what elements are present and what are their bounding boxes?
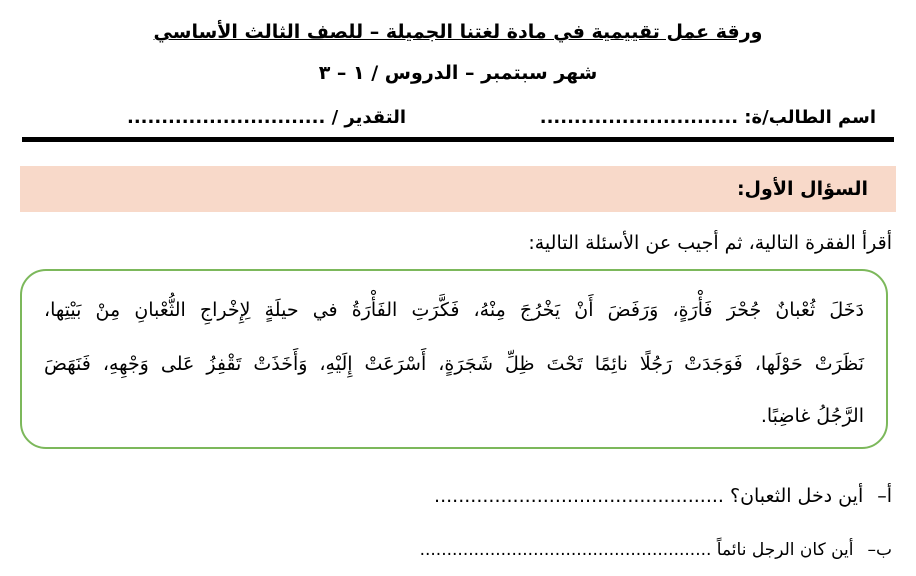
header-divider: [22, 137, 894, 142]
passage-line: الرَّجُلُ غاضِبًا.: [760, 405, 864, 427]
student-info-row: [60, 104, 876, 132]
question-text[interactable]: أين دخل الثعبان؟ ................................................: [434, 485, 864, 507]
question-item[interactable]: [434, 482, 892, 510]
question-item[interactable]: [420, 536, 892, 564]
question-text[interactable]: أين كان الرجل نائماً ......................................................: [419, 540, 854, 560]
worksheet-subtitle: شهر سبتمبر – الدروس / ١ – ٣: [318, 62, 598, 84]
passage-line: نَظَرَتْ حَوْلَها، فَوَجَدَتْ رَجُلًا نائِمًا تَحْتَ ظِلِّ شَجَرَةٍ، أَسْرَعَتْ إِلَيْهِ، وَأَخَذَتْ تَقْفِزُ عَلى وَجْهِهِ، فَنَهَضَ: [44, 353, 864, 375]
question-heading-bar: [20, 166, 896, 212]
passage-line: دَخَلَ ثُعْبانٌ جُحْرَ فَأْرَةٍ، وَرَفَضَ أَنْ يَخْرُجَ مِنْهُ، فَكَّرَتِ الفَأْرَةُ في حيلَةٍ لِإِخْراجِ الثُّعْبانِ مِنْ بَيْتِها،: [44, 299, 864, 321]
worksheet-title: ورقة عمل تقييمية في مادة لغتنا الجميلة – للصف الثالث الأساسي: [153, 21, 763, 43]
grade-field[interactable]: التقدير / .............................: [127, 107, 406, 128]
reading-passage-box: [20, 269, 888, 449]
question-instruction: أقرأ الفقرة التالية، ثم أجيب عن الأسئلة التالية:: [528, 232, 892, 254]
question-letter: أ–: [877, 485, 892, 507]
question-letter: ب–: [867, 540, 892, 560]
student-name-field[interactable]: اسم الطالب/ة: .............................: [539, 107, 876, 128]
question-heading: السؤال الأول:: [736, 178, 868, 200]
